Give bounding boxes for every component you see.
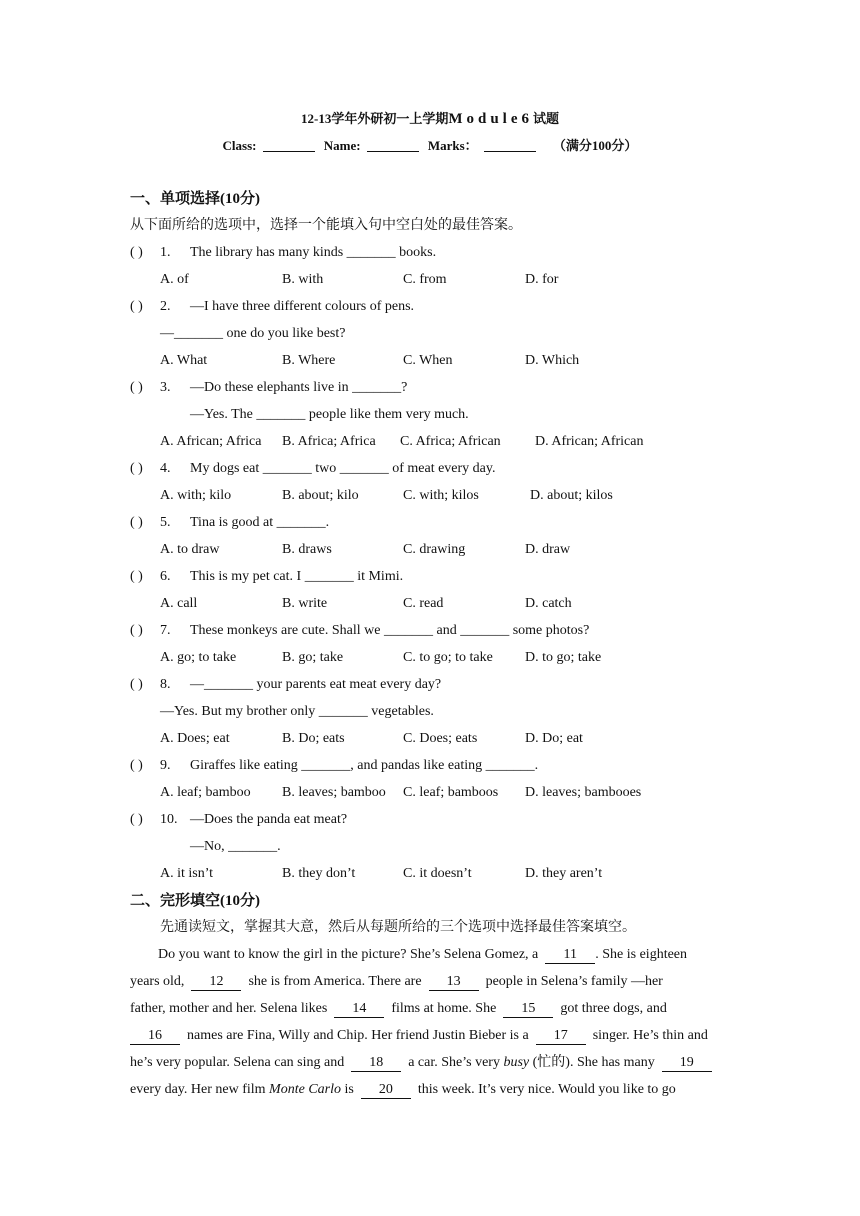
option-b[interactable]: B. Do; eats [282, 731, 345, 746]
question-text: —I have three different colours of pens. [190, 299, 415, 314]
answer-paren[interactable]: ( ) [130, 623, 143, 638]
cloze-line [130, 1027, 732, 1045]
question-text: The library has many kinds _______ books. [190, 245, 437, 260]
title-prefix: 12-13学年外研初一上学期 [300, 111, 449, 126]
question-text: Tina is good at _______. [190, 515, 330, 530]
section1-heading: 一、单项选择(10分) [130, 191, 260, 207]
option-c[interactable]: C. it doesn’t [403, 866, 472, 881]
passage-italic: Monte Carlo [269, 1082, 341, 1097]
cloze-blank[interactable]: 15 [503, 1001, 553, 1018]
question-text: My dogs eat _______ two _______ of meat every day. [190, 461, 496, 476]
option-b[interactable]: B. leaves; bamboo [282, 785, 386, 800]
question-subtext: —No, _______. [190, 839, 281, 854]
cloze-line [130, 1081, 732, 1099]
marks-blank[interactable] [484, 139, 536, 152]
answer-paren[interactable]: ( ) [130, 515, 143, 530]
passage-text: got three dogs, and [560, 1001, 667, 1016]
option-a[interactable]: A. leaf; bamboo [160, 785, 251, 800]
section1-instruction: 从下面所给的选项中，选择一个能填入句中空白处的最佳答案。 [130, 218, 522, 233]
option-c[interactable]: C. with; kilos [403, 488, 479, 503]
answer-paren[interactable]: ( ) [130, 812, 143, 827]
passage-text: every day. Her new film [130, 1082, 266, 1097]
option-c[interactable]: C. from [403, 272, 447, 287]
question-number: 7. [160, 623, 171, 638]
option-c[interactable]: C. Does; eats [403, 731, 478, 746]
cloze-blank[interactable]: 14 [334, 1001, 384, 1018]
question-number: 2. [160, 299, 171, 314]
option-c[interactable]: C. When [403, 353, 453, 368]
marks-label: Marks： [427, 138, 478, 153]
option-d[interactable]: D. catch [525, 596, 572, 611]
passage-text: a car. She’s very [408, 1055, 500, 1070]
option-c[interactable]: C. to go; to take [403, 650, 493, 665]
cloze-blank[interactable]: 12 [191, 974, 241, 991]
cloze-blank[interactable]: 20 [361, 1082, 411, 1099]
name-label: Name: [323, 138, 361, 153]
option-a[interactable]: A. it isn’t [160, 866, 214, 881]
passage-text: people in Selena’s family —her [485, 974, 663, 989]
answer-paren[interactable]: ( ) [130, 299, 143, 314]
answer-paren[interactable]: ( ) [130, 461, 143, 476]
full-score: （满分100分） [552, 138, 638, 153]
passage-text: . She is eighteen [595, 947, 688, 962]
option-c[interactable]: C. drawing [403, 542, 466, 557]
passage-text: films at home. She [391, 1001, 497, 1016]
question-text: —Does the panda eat meat? [190, 812, 348, 827]
passage-text: Do you want to know the girl in the picture? She’s Selena Gomez, a [158, 947, 539, 962]
option-a[interactable]: A. call [160, 596, 198, 611]
option-a[interactable]: A. What [160, 353, 208, 368]
option-c[interactable]: C. read [403, 596, 444, 611]
option-a[interactable]: A. Does; eat [160, 731, 230, 746]
question-number: 9. [160, 758, 171, 773]
question-number: 5. [160, 515, 171, 530]
name-blank[interactable] [367, 139, 419, 152]
cloze-line [130, 1054, 732, 1072]
passage-text: names are Fina, Willy and Chip. Her friend Justin Bieber is a [187, 1028, 529, 1043]
option-b[interactable]: B. draws [282, 542, 332, 557]
section2-instruction: 先通读短文，掌握其大意，然后从每题所给的三个选项中选择最佳答案填空。 [160, 920, 636, 935]
cloze-blank[interactable]: 16 [130, 1028, 180, 1045]
option-a[interactable]: A. with; kilo [160, 488, 232, 503]
question-text: —_______ your parents eat meat every day? [190, 677, 442, 692]
option-d[interactable]: D. leaves; bambooes [525, 785, 642, 800]
cloze-blank[interactable]: 18 [351, 1055, 401, 1072]
passage-text: singer. He’s thin and [592, 1028, 708, 1043]
passage-text: (忙的). She has many [532, 1055, 655, 1070]
cloze-line [130, 973, 732, 991]
option-b[interactable]: B. Where [282, 353, 336, 368]
title-module: Module6 [448, 111, 533, 127]
class-blank[interactable] [263, 139, 315, 152]
question-text: —Do these elephants live in _______? [190, 380, 408, 395]
title-suffix: 试题 [533, 111, 560, 126]
passage-text: years old, [130, 974, 185, 989]
cloze-blank[interactable]: 17 [536, 1028, 586, 1045]
answer-paren[interactable]: ( ) [130, 245, 143, 260]
option-b[interactable]: B. Africa; Africa [282, 434, 376, 449]
option-b[interactable]: B. write [282, 596, 328, 611]
option-d[interactable]: D. African; African [535, 434, 644, 449]
option-b[interactable]: B. with [282, 272, 324, 287]
option-d[interactable]: D. about; kilos [530, 488, 613, 503]
answer-paren[interactable]: ( ) [130, 569, 143, 584]
section2-heading: 二、完形填空(10分) [130, 893, 260, 909]
cloze-blank[interactable]: 19 [662, 1055, 712, 1072]
cloze-blank[interactable]: 11 [545, 947, 595, 964]
passage-italic: busy [503, 1055, 530, 1070]
passage-text: is [344, 1082, 354, 1097]
cloze-line [130, 946, 732, 964]
option-a[interactable]: A. go; to take [160, 650, 237, 665]
question-text: Giraffes like eating _______, and pandas like eating _______. [190, 758, 539, 773]
question-number: 1. [160, 245, 171, 260]
option-c[interactable]: C. leaf; bamboos [403, 785, 499, 800]
option-d[interactable]: D. they aren’t [525, 866, 603, 881]
question-number: 8. [160, 677, 171, 692]
passage-text: this week. It’s very nice. Would you like to go [417, 1082, 676, 1097]
question-subtext: —Yes. But my brother only _______ vegetables. [160, 704, 434, 719]
question-subtext: —_______ one do you like best? [160, 326, 346, 341]
question-number: 3. [160, 380, 171, 395]
option-b[interactable]: B. about; kilo [282, 488, 359, 503]
option-d[interactable]: D. draw [525, 542, 571, 557]
passage-text: father, mother and her. Selena likes [130, 1001, 328, 1016]
passage-text: she is from America. There are [248, 974, 422, 989]
question-number: 10. [160, 812, 178, 827]
option-b[interactable]: B. they don’t [282, 866, 356, 881]
class-label: Class: [222, 138, 257, 153]
option-a[interactable]: A. of [160, 272, 189, 287]
answer-paren[interactable]: ( ) [130, 758, 143, 773]
option-d[interactable]: D. Which [525, 353, 580, 368]
option-d[interactable]: D. Do; eat [525, 731, 583, 746]
answer-paren[interactable]: ( ) [130, 380, 143, 395]
student-info-line [0, 137, 860, 155]
option-c[interactable]: C. Africa; African [400, 434, 501, 449]
question-text: These monkeys are cute. Shall we _______ and _______ some photos? [190, 623, 590, 638]
cloze-line [130, 1000, 732, 1018]
question-subtext: —Yes. The _______ people like them very much. [190, 407, 469, 422]
option-b[interactable]: B. go; take [282, 650, 344, 665]
cloze-blank[interactable]: 13 [429, 974, 479, 991]
question-text: This is my pet cat. I _______ it Mimi. [190, 569, 404, 584]
option-d[interactable]: D. for [525, 272, 559, 287]
answer-paren[interactable]: ( ) [130, 677, 143, 692]
option-d[interactable]: D. to go; take [525, 650, 602, 665]
passage-text: he’s very popular. Selena can sing and [130, 1055, 345, 1070]
question-number: 4. [160, 461, 171, 476]
question-number: 6. [160, 569, 171, 584]
option-a[interactable]: A. African; Africa [160, 434, 262, 449]
page-title [0, 110, 860, 128]
option-a[interactable]: A. to draw [160, 542, 220, 557]
